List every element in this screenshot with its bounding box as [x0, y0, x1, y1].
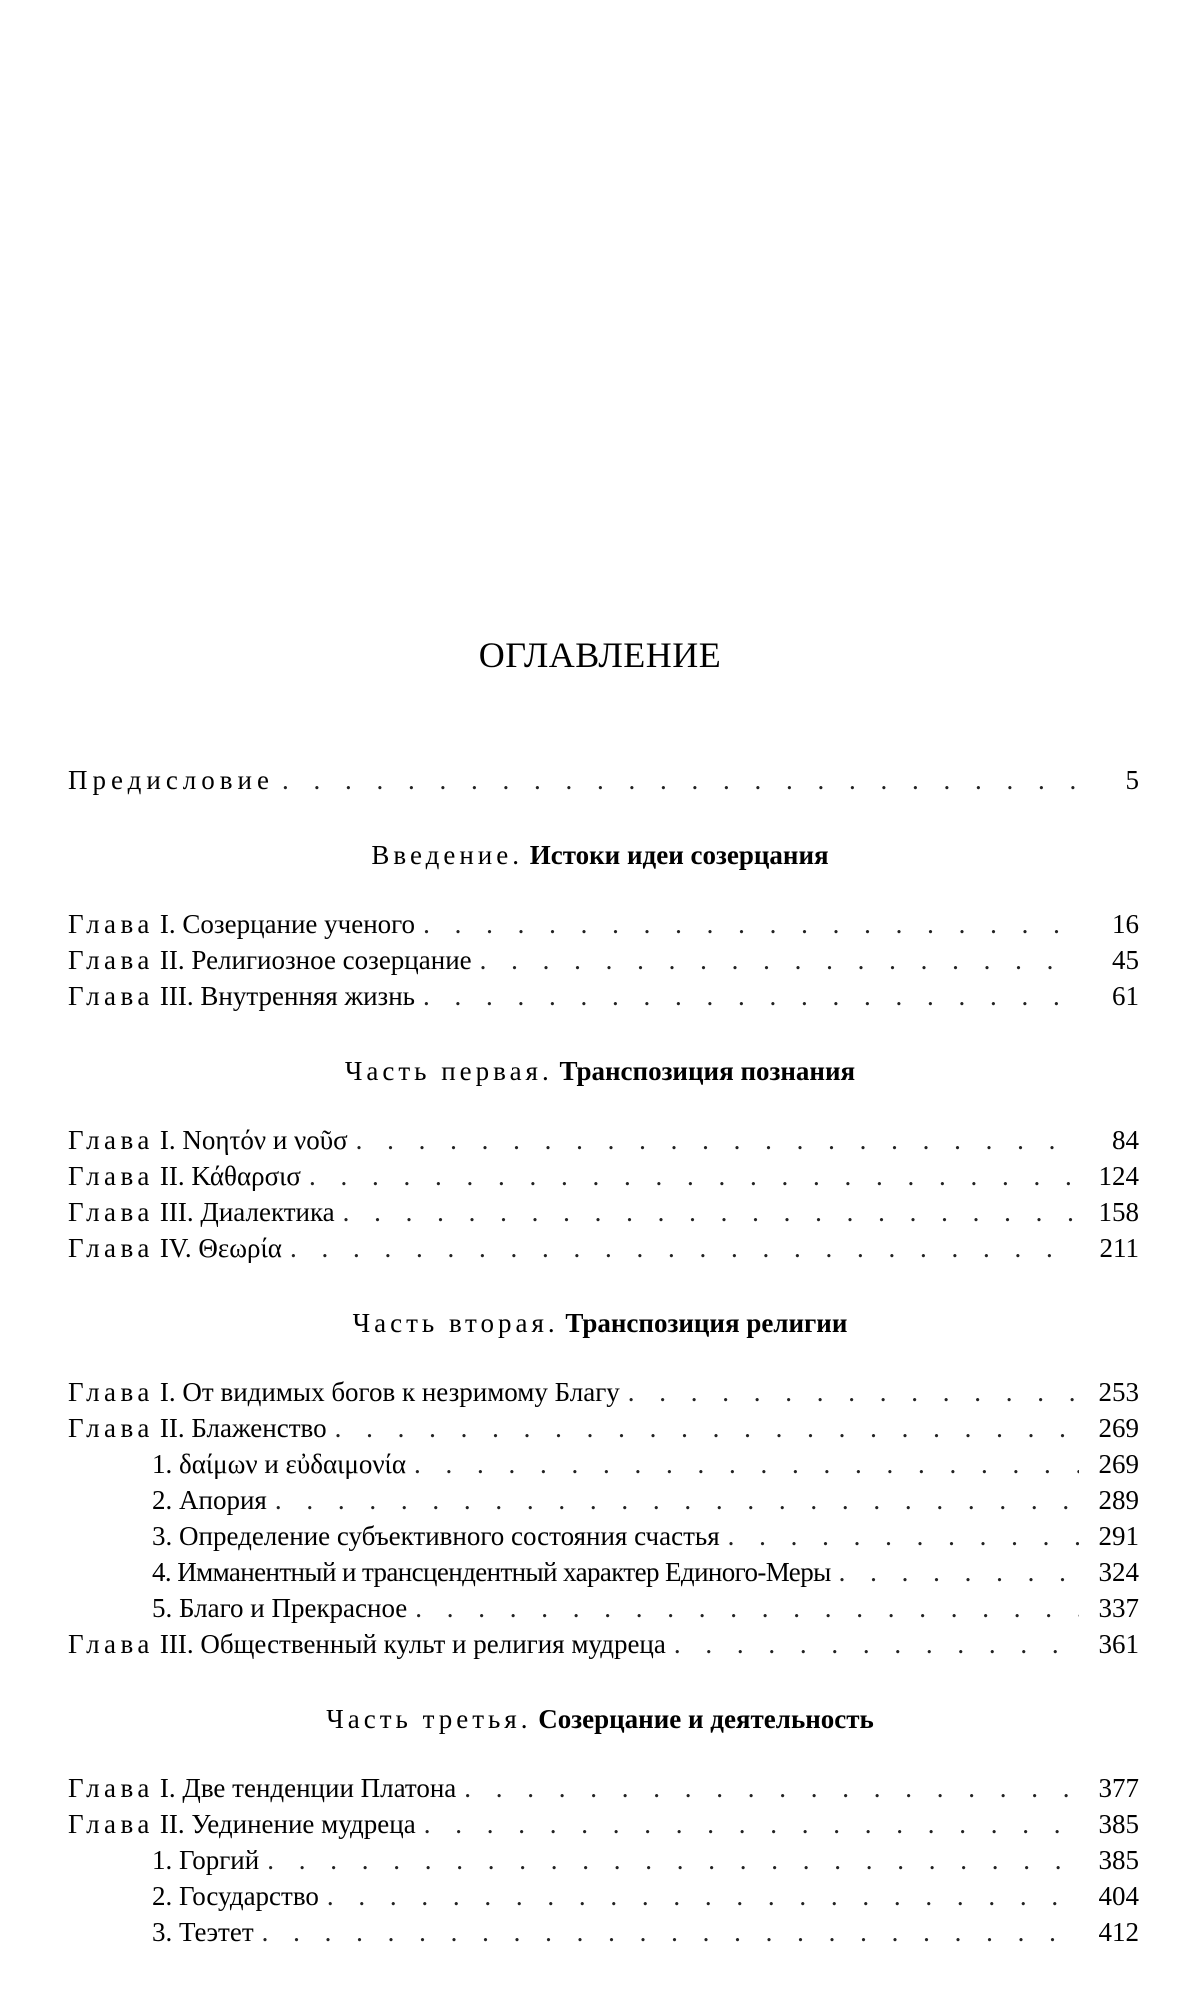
section-heading-title: Истоки идеи созерцания	[529, 840, 829, 870]
toc-entry-page: 269	[1098, 1413, 1139, 1443]
dot-leader	[335, 1410, 1079, 1446]
section-heading-part: Часть третья.	[326, 1704, 532, 1734]
dot-leader	[275, 1482, 1079, 1518]
chapter-prefix: Глава	[68, 909, 154, 939]
toc-entry-label: II. Религиозное созерцание	[159, 945, 472, 975]
dot-leader	[674, 1626, 1079, 1662]
dot-leader	[356, 1122, 1079, 1158]
toc-subentry	[152, 1554, 1139, 1590]
toc-entry-label: 2. Государство	[152, 1881, 319, 1911]
toc-entry-label: III. Внутренняя жизнь	[159, 981, 415, 1011]
dot-leader	[628, 1374, 1079, 1410]
toc-entry-label: III. Диалектика	[159, 1197, 335, 1227]
dot-leader	[415, 1590, 1079, 1626]
dot-leader	[423, 906, 1079, 942]
section-heading-part-one	[0, 1056, 1200, 1087]
toc-entry-page: 385	[1098, 1845, 1139, 1875]
toc-subentry	[152, 1446, 1139, 1482]
toc-entry-label: 1. δαίμων и εὐδαιμονία	[152, 1449, 406, 1479]
section-heading-part-two	[0, 1308, 1200, 1339]
toc-entry-label: II. Блаженство	[159, 1413, 327, 1443]
section-heading-part-three	[0, 1704, 1200, 1735]
dot-leader	[267, 1842, 1079, 1878]
dot-leader	[282, 762, 1079, 798]
dot-leader	[839, 1554, 1079, 1590]
toc-entry-label: II. Κάθαρσισ	[159, 1161, 301, 1191]
dot-leader	[423, 978, 1079, 1014]
chapter-prefix: Глава	[68, 1809, 154, 1839]
section-heading-title: Транспозиция познания	[559, 1056, 856, 1086]
chapter-prefix: Глава	[68, 945, 154, 975]
dot-leader	[309, 1158, 1079, 1194]
toc-entry-label: III. Общественный культ и религия мудреца	[159, 1629, 666, 1659]
chapter-prefix: Глава	[68, 1629, 154, 1659]
dot-leader	[343, 1194, 1079, 1230]
toc-entry-page: 45	[1112, 945, 1139, 975]
toc-entry-page: 412	[1098, 1917, 1139, 1947]
toc-entry-page: 385	[1098, 1809, 1139, 1839]
chapter-prefix: Глава	[68, 1413, 154, 1443]
toc-entry-label: 1. Горгий	[152, 1845, 260, 1875]
section-heading-introduction	[0, 840, 1200, 871]
toc-entry-page: 404	[1098, 1881, 1139, 1911]
toc-entry	[68, 1194, 1139, 1230]
toc-entry	[68, 1158, 1139, 1194]
toc-entry-label: 2. Апория	[152, 1485, 267, 1515]
toc-entry-label: Предисловие	[68, 765, 274, 795]
toc-entry	[68, 978, 1139, 1014]
toc-entry	[68, 906, 1139, 942]
toc-entry-page: 269	[1098, 1449, 1139, 1479]
toc-entry-page: 361	[1098, 1629, 1139, 1659]
dot-leader	[480, 942, 1079, 978]
toc-entry-page: 337	[1098, 1593, 1139, 1623]
toc-entry	[68, 1626, 1139, 1662]
toc-entry-label: 3. Определение субъективного состояния счастья	[152, 1521, 720, 1551]
section-heading-title: Транспозиция религии	[565, 1308, 848, 1338]
toc-entry-label: I. Две тенденции Платона	[159, 1773, 457, 1803]
chapter-prefix: Глава	[68, 1773, 154, 1803]
toc-entry-page: 124	[1098, 1161, 1139, 1191]
page-title: ОГЛАВЛЕНИЕ	[478, 635, 722, 675]
toc-entry	[68, 1770, 1139, 1806]
toc-entry-label: 3. Теэтет	[152, 1917, 254, 1947]
toc-entry	[68, 1806, 1139, 1842]
toc-entry	[68, 1122, 1139, 1158]
toc-entry	[68, 1374, 1139, 1410]
section-heading-part: Часть первая.	[344, 1056, 553, 1086]
dot-leader	[728, 1518, 1079, 1554]
chapter-prefix: Глава	[68, 981, 154, 1011]
dot-leader	[327, 1878, 1079, 1914]
dot-leader	[290, 1230, 1079, 1266]
section-heading-part: Часть вторая.	[352, 1308, 559, 1338]
section-heading-part: Введение.	[371, 840, 523, 870]
toc-entry-label: 5. Благо и Прекрасное	[152, 1593, 408, 1623]
toc-subentry	[152, 1518, 1139, 1554]
toc-entry-page: 5	[1125, 765, 1139, 795]
toc-entry-page: 16	[1112, 909, 1139, 939]
toc-entry-page: 253	[1098, 1377, 1139, 1407]
chapter-prefix: Глава	[68, 1197, 154, 1227]
toc-entry-page: 211	[1099, 1233, 1139, 1263]
toc-subentry	[152, 1590, 1139, 1626]
toc-entry-label: I. Νοητόν и νοῦσ	[159, 1125, 348, 1155]
toc-subentry	[152, 1482, 1139, 1518]
toc-entry-label: 4. Имманентный и трансцендентный характер Единого-Меры	[152, 1557, 831, 1587]
toc-entry-page: 377	[1098, 1773, 1139, 1803]
chapter-prefix: Глава	[68, 1161, 154, 1191]
dot-leader	[464, 1770, 1079, 1806]
toc-subentry	[152, 1842, 1139, 1878]
toc-subentry	[152, 1878, 1139, 1914]
toc-entry-page: 324	[1098, 1557, 1139, 1587]
toc-entry-page: 289	[1098, 1485, 1139, 1515]
toc-subentry	[152, 1914, 1139, 1950]
toc-entry	[68, 1230, 1139, 1266]
toc-entry	[68, 942, 1139, 978]
dot-leader	[424, 1806, 1079, 1842]
toc-entry	[68, 1410, 1139, 1446]
toc-entry-label: I. От видимых богов к незримому Благу	[159, 1377, 620, 1407]
chapter-prefix: Глава	[68, 1125, 154, 1155]
toc-entry-label: IV. Θεωρία	[159, 1233, 282, 1263]
toc-entry-preface	[68, 762, 1139, 798]
dot-leader	[414, 1446, 1079, 1482]
toc-entry-page: 84	[1112, 1125, 1139, 1155]
chapter-prefix: Глава	[68, 1233, 154, 1263]
section-heading-title: Созерцание и деятельность	[538, 1704, 874, 1734]
toc-entry-page: 291	[1098, 1521, 1139, 1551]
toc-entry-label: II. Уединение мудреца	[159, 1809, 416, 1839]
toc-entry-page: 61	[1112, 981, 1139, 1011]
chapter-prefix: Глава	[68, 1377, 154, 1407]
dot-leader	[262, 1914, 1079, 1950]
toc-entry-page: 158	[1098, 1197, 1139, 1227]
toc-entry-label: I. Созерцание ученого	[159, 909, 416, 939]
